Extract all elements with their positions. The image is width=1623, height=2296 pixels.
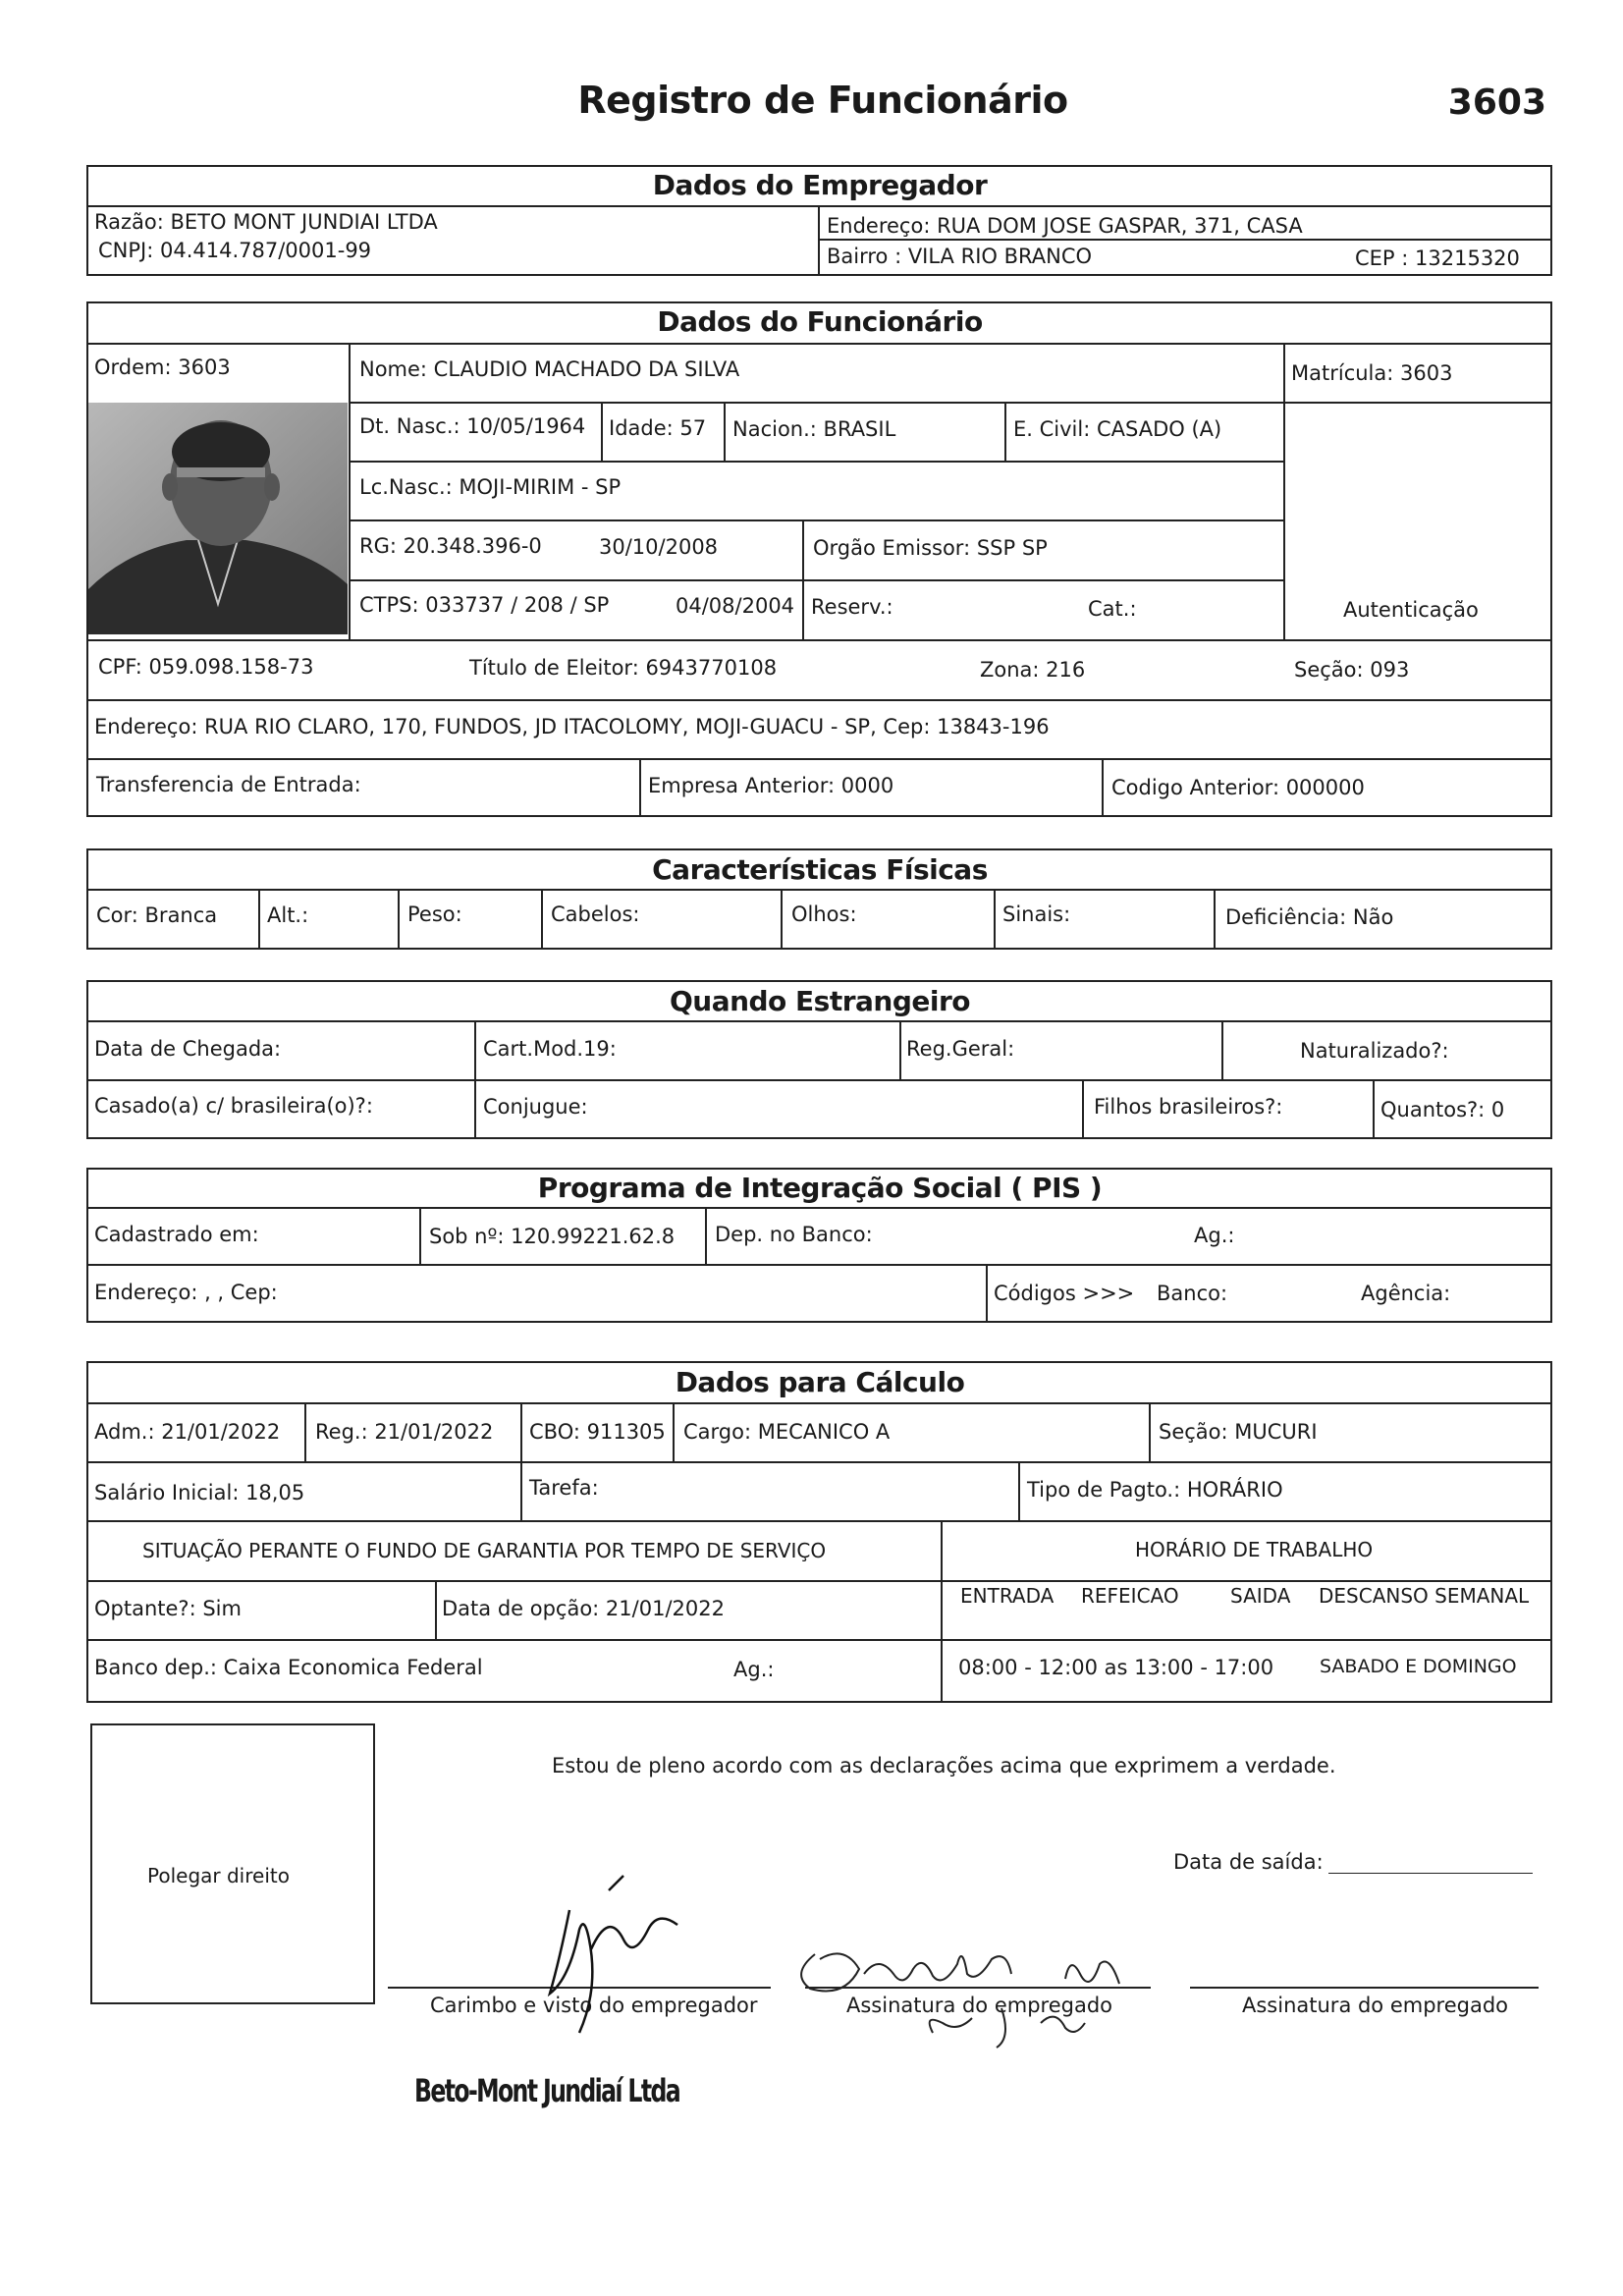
employee-cat: Cat.: <box>1088 597 1137 621</box>
exit-date-label: Data de saída: <box>1173 1850 1324 1874</box>
employee-rg: RG: 20.348.396-0 <box>359 534 542 558</box>
employee-titulo: Título de Eleitor: 6943770108 <box>469 656 778 680</box>
calc-tarefa: Tarefa: <box>529 1476 599 1500</box>
declaration-text: Estou de pleno acordo com as declarações acima que exprimem a verdade. <box>552 1754 1336 1777</box>
employee-empresa-anterior: Empresa Anterior: 0000 <box>648 774 894 797</box>
employee-signature <box>785 1915 1159 2062</box>
employer-razao: Razão: BETO MONT JUNDIAI LTDA <box>94 210 438 234</box>
employee-transferencia: Transferencia de Entrada: <box>96 773 361 796</box>
calc-salario: Salário Inicial: 18,05 <box>94 1481 305 1504</box>
foreign-filhos: Filhos brasileiros?: <box>1094 1095 1283 1119</box>
signature-label-2: Assinatura do empregado <box>1242 1994 1509 2017</box>
document-number: 3603 <box>1447 82 1546 123</box>
employer-signature <box>511 1871 707 2038</box>
employee-matricula: Matrícula: 3603 <box>1291 361 1453 385</box>
foreign-casado: Casado(a) c/ brasileira(o)?: <box>94 1094 373 1118</box>
employer-cep: CEP : 13215320 <box>1355 246 1520 270</box>
calc-cargo: Cargo: MECANICO A <box>683 1420 891 1444</box>
pis-section-title: Programa de Integração Social ( PIS ) <box>537 1172 1103 1204</box>
employee-nome: Nome: CLAUDIO MACHADO DA SILVA <box>359 357 740 381</box>
physical-olhos: Olhos: <box>791 902 857 926</box>
calc-fgts-title: SITUAÇÃO PERANTE O FUNDO DE GARANTIA POR TEMPO DE SERVIÇO <box>142 1539 827 1562</box>
physical-sinais: Sinais: <box>1002 902 1071 926</box>
foreign-chegada: Data de Chegada: <box>94 1037 282 1061</box>
pis-dep-banco: Dep. no Banco: <box>715 1223 873 1246</box>
calc-h-entrada: ENTRADA <box>960 1584 1055 1608</box>
employer-cnpj: CNPJ: 04.414.787/0001-99 <box>98 239 372 262</box>
pis-sob: Sob nº: 120.99221.62.8 <box>429 1225 676 1248</box>
employee-orgao: Orgão Emissor: SSP SP <box>813 536 1048 560</box>
employee-rg-date: 30/10/2008 <box>599 535 719 559</box>
calc-horario: 08:00 - 12:00 as 13:00 - 17:00 <box>958 1656 1274 1679</box>
physical-deficiencia: Deficiência: Não <box>1225 905 1394 929</box>
physical-cabelos: Cabelos: <box>551 902 640 926</box>
calc-h-saida: SAIDA <box>1230 1584 1291 1608</box>
employee-nacion: Nacion.: BRASIL <box>732 417 896 441</box>
calc-optante: Optante?: Sim <box>94 1597 242 1620</box>
employee-autenticacao: Autenticação <box>1343 598 1479 622</box>
employee-dt-nasc: Dt. Nasc.: 10/05/1964 <box>359 414 586 438</box>
pis-codigos: Códigos >>> <box>994 1282 1135 1305</box>
physical-section-title: Características Físicas <box>652 853 988 886</box>
foreign-reg-geral: Reg.Geral: <box>906 1037 1015 1061</box>
foreign-naturalizado: Naturalizado?: <box>1300 1039 1449 1063</box>
physical-peso: Peso: <box>407 902 462 926</box>
foreign-quantos: Quantos?: 0 <box>1380 1098 1505 1121</box>
employee-ctps: CTPS: 033737 / 208 / SP <box>359 593 610 617</box>
signature-label-1: Assinatura do empregado <box>846 1994 1113 2017</box>
employer-address: Endereço: RUA DOM JOSE GASPAR, 371, CASA <box>827 214 1303 238</box>
calc-ag: Ag.: <box>733 1658 775 1681</box>
physical-cor: Cor: Branca <box>96 903 218 927</box>
calc-banco-dep: Banco dep.: Caixa Economica Federal <box>94 1656 483 1679</box>
employee-cpf: CPF: 059.098.158-73 <box>98 655 314 679</box>
company-stamp: Beto-Mont Jundiaí Ltda <box>414 2072 680 2109</box>
foreign-section-title: Quando Estrangeiro <box>669 985 971 1017</box>
employer-bairro: Bairro : VILA RIO BRANCO <box>827 245 1093 268</box>
calc-h-descanso: DESCANSO SEMANAL <box>1319 1584 1530 1608</box>
calc-section-title: Dados para Cálculo <box>675 1366 965 1398</box>
employee-reserv: Reserv.: <box>811 595 893 619</box>
pis-agencia: Agência: <box>1361 1282 1451 1305</box>
employee-lc-nasc: Lc.Nasc.: MOJI-MIRIM - SP <box>359 475 622 499</box>
employee-codigo-anterior: Codigo Anterior: 000000 <box>1111 776 1365 799</box>
employee-section-title: Dados do Funcionário <box>657 305 983 338</box>
calc-descanso: SABADO E DOMINGO <box>1320 1656 1517 1677</box>
foreign-conjugue: Conjugue: <box>483 1095 588 1119</box>
calc-secao: Seção: MUCURI <box>1159 1420 1318 1444</box>
pis-banco: Banco: <box>1157 1282 1228 1305</box>
employee-secao: Seção: 093 <box>1294 658 1410 682</box>
employee-civil: E. Civil: CASADO (A) <box>1013 417 1222 441</box>
calc-h-refeicao: REFEICAO <box>1081 1584 1179 1608</box>
employer-section-title: Dados do Empregador <box>652 169 988 201</box>
thumbprint-label: Polegar direito <box>147 1864 290 1887</box>
calc-reg: Reg.: 21/01/2022 <box>315 1420 494 1444</box>
pis-ag: Ag.: <box>1194 1224 1235 1247</box>
foreign-cart-mod: Cart.Mod.19: <box>483 1037 617 1061</box>
calc-cbo: CBO: 911305 <box>529 1420 666 1444</box>
employee-ordem: Ordem: 3603 <box>94 355 231 379</box>
document-title: Registro de Funcionário <box>577 79 1068 122</box>
calc-data-opcao: Data de opção: 21/01/2022 <box>442 1597 725 1620</box>
stamp-label: Carimbo e visto do empregador <box>430 1994 758 2017</box>
calc-tipo-pagto: Tipo de Pagto.: HORÁRIO <box>1027 1478 1283 1502</box>
calc-adm: Adm.: 21/01/2022 <box>94 1420 281 1444</box>
employee-ctps-date: 04/08/2004 <box>676 594 795 618</box>
employee-address: Endereço: RUA RIO CLARO, 170, FUNDOS, JD ITACOLOMY, MOJI-GUACU - SP, Cep: 13843-196 <box>94 715 1050 738</box>
exit-date-line <box>1328 1873 1533 1874</box>
physical-alt: Alt.: <box>267 903 309 927</box>
employee-zona: Zona: 216 <box>980 658 1086 682</box>
employee-idade: Idade: 57 <box>609 416 707 440</box>
pis-endereco: Endereço: , , Cep: <box>94 1281 278 1304</box>
calc-horario-title: HORÁRIO DE TRABALHO <box>1135 1538 1374 1561</box>
employee-photo <box>88 403 348 634</box>
pis-cadastrado: Cadastrado em: <box>94 1223 259 1246</box>
